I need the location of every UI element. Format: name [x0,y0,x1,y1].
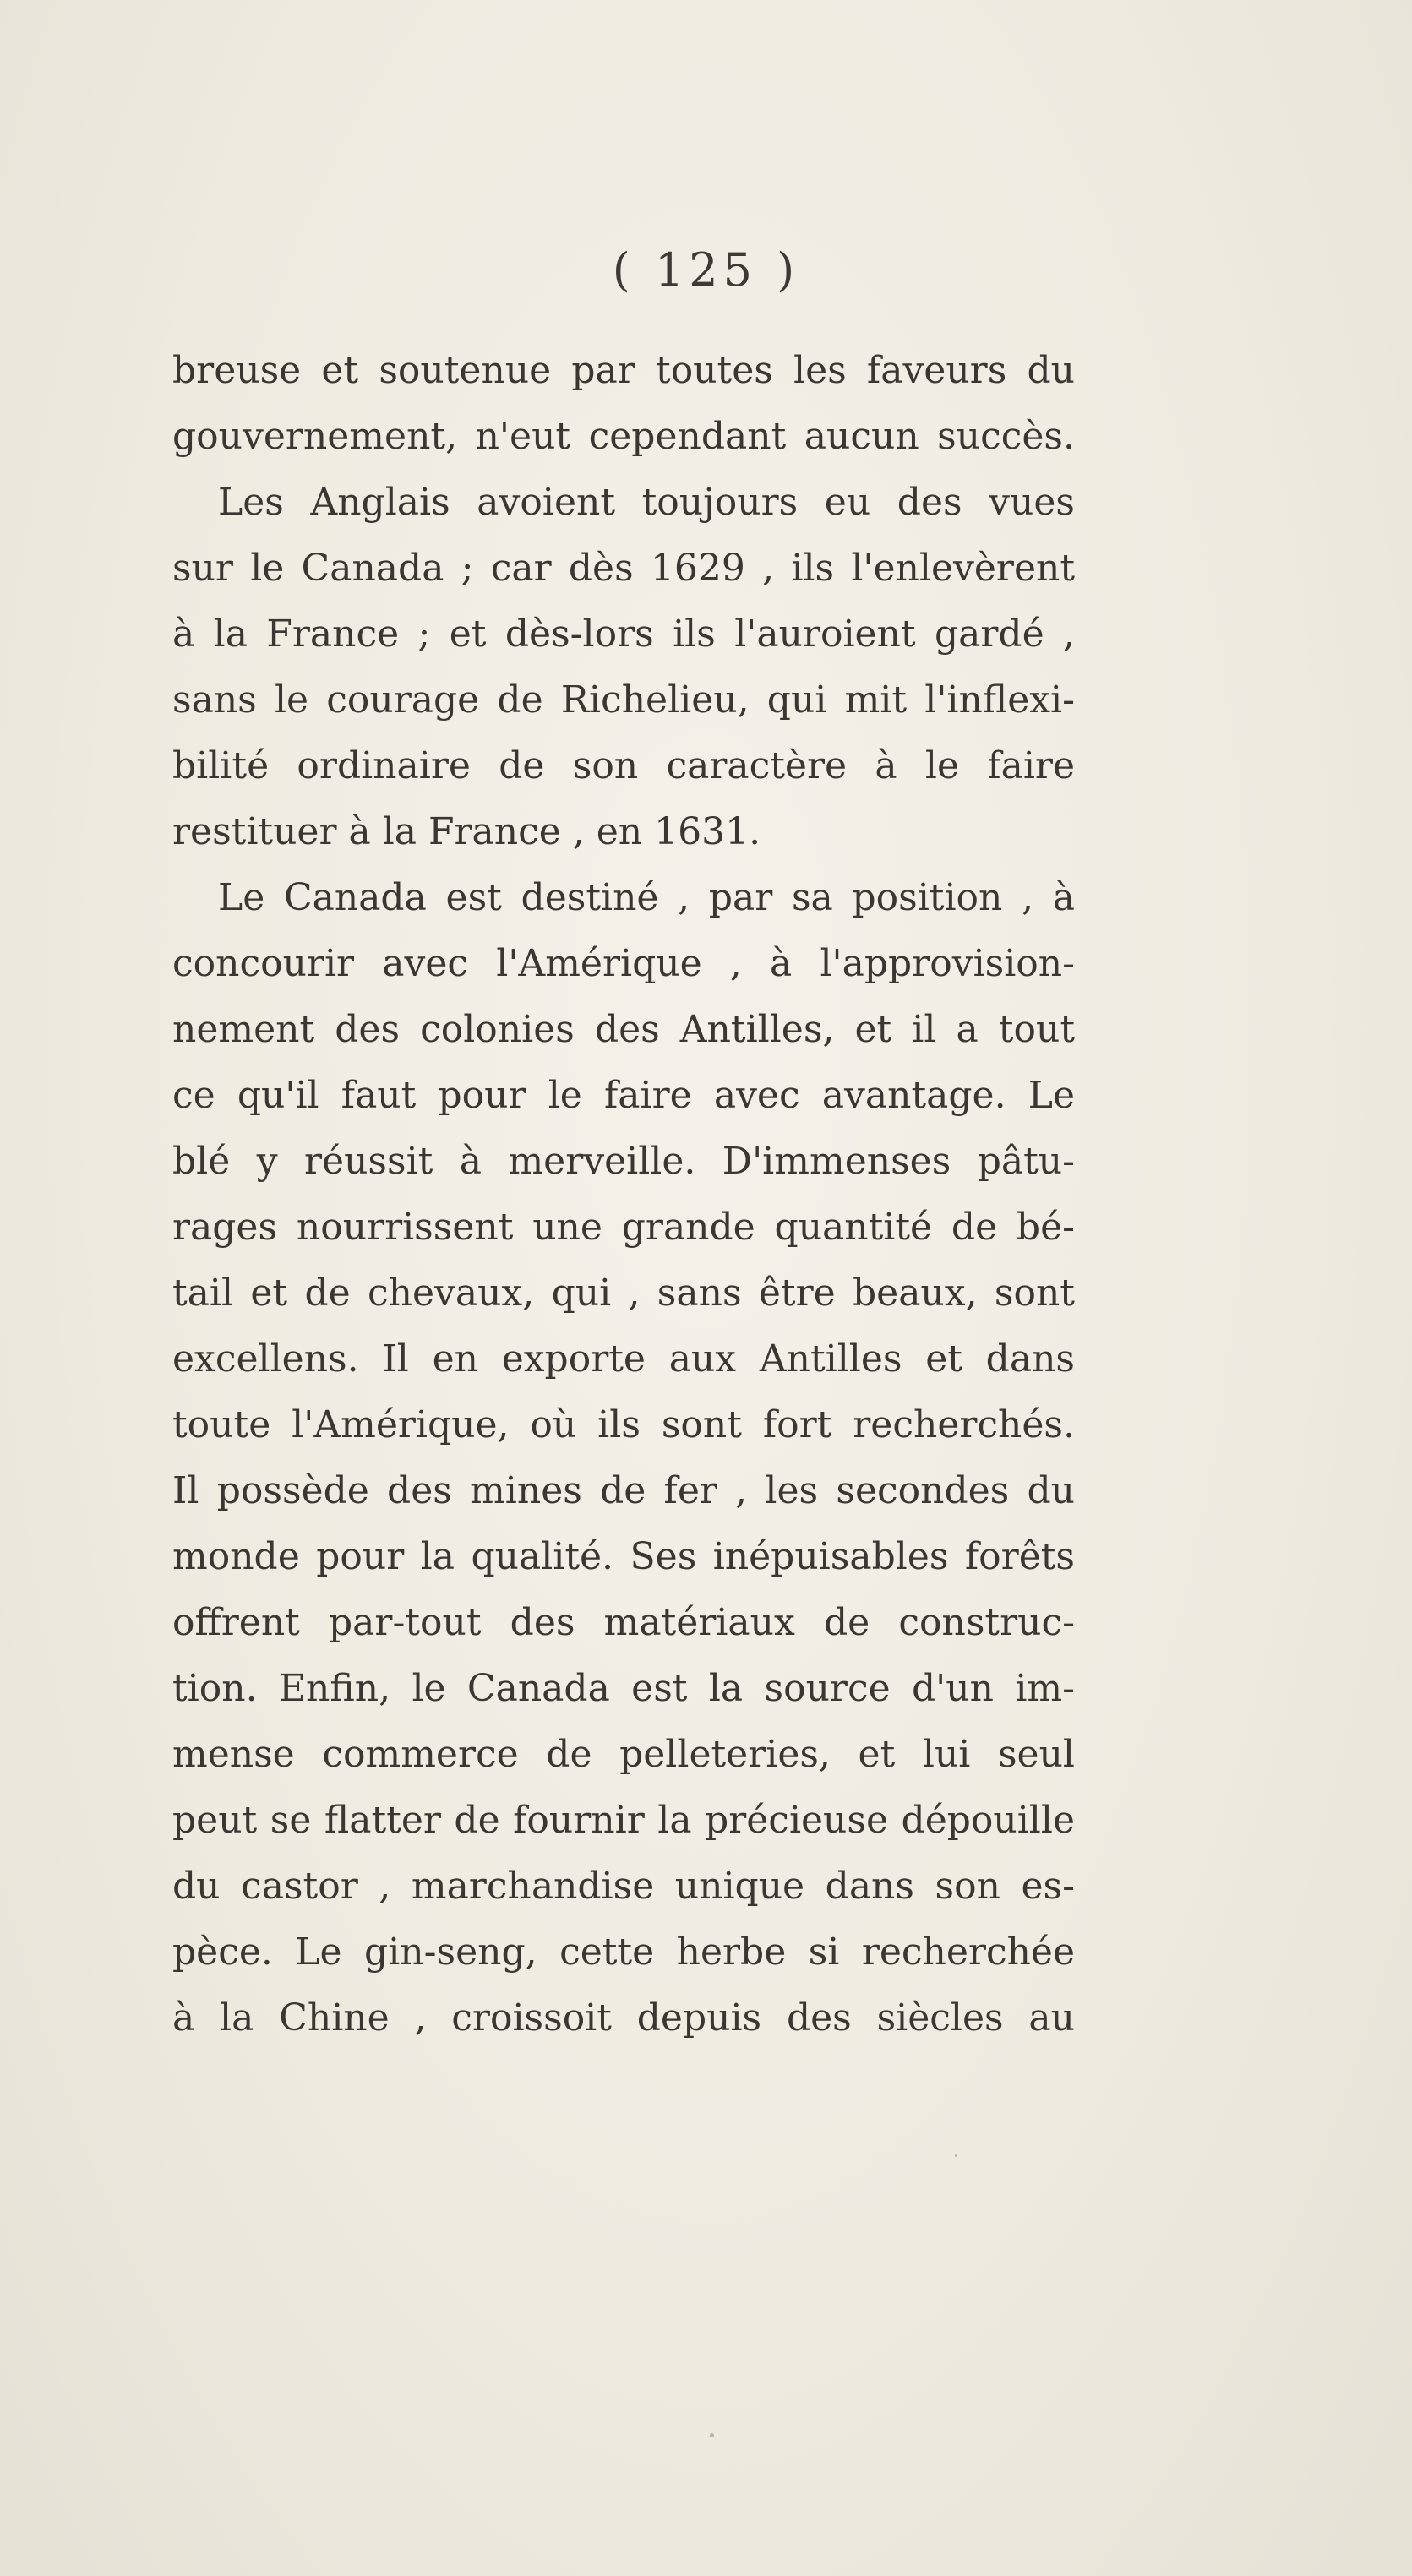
paper-speck [955,2154,957,2157]
text-line: excellens. Il en exporte aux Antilles et dans [172,1337,1075,1381]
text-line: bilité ordinaire de son caractère à le faire [172,744,1075,787]
paper-speck [710,2433,714,2437]
text-line: du castor , marchandise unique dans son es- [172,1865,1075,1908]
text-line: tail et de chevaux, qui , sans être beaux, sont [172,1272,1075,1315]
text-line: concourir avec l'Amérique , à l'approvision- [172,942,1075,985]
paragraph-start-line: Le Canada est destiné , par sa position , à [218,876,1075,919]
text-line: breuse et soutenue par toutes les faveurs du [172,349,1075,392]
text-line: sur le Canada ; car dès 1629 , ils l'enlevèrent [172,547,1075,590]
body-text [172,338,1075,2051]
page-number: ( 125 ) [612,243,800,297]
text-line: ce qu'il faut pour le faire avec avantage. Le [172,1074,1075,1117]
text-line: à la Chine , croissoit depuis des siècles au [172,1996,1075,2040]
text-line: Il possède des mines de fer , les secondes du [172,1469,1075,1512]
text-line: à la France ; et dès-lors ils l'auroient gardé , [172,613,1075,656]
text-line: pèce. Le gin-seng, cette herbe si recherchée [172,1931,1075,1974]
paragraph-end-line: restituer à la France , en 1631. [172,810,761,853]
text-line: mense commerce de pelleteries, et lui seul [172,1733,1075,1776]
text-line: gouvernement, n'eut cependant aucun succès. [172,415,1075,458]
text-line: peut se flatter de fournir la précieuse dépouille [172,1799,1075,1842]
paragraph-start-line: Les Anglais avoient toujours eu des vues [218,481,1075,524]
text-line: offrent par-tout des matériaux de construc- [172,1601,1075,1644]
text-line: monde pour la qualité. Ses inépuisables forêts [172,1535,1075,1578]
text-line: nement des colonies des Antilles, et il a tout [172,1008,1075,1051]
text-line: blé y réussit à merveille. D'immenses pâtu- [172,1140,1075,1183]
text-line: sans le courage de Richelieu, qui mit l'inflexi- [172,678,1075,722]
text-line: toute l'Amérique, où ils sont fort recherchés. [172,1403,1075,1446]
text-line: rages nourrissent une grande quantité de bé- [172,1206,1075,1249]
text-line: tion. Enfin, le Canada est la source d'un im- [172,1667,1075,1710]
